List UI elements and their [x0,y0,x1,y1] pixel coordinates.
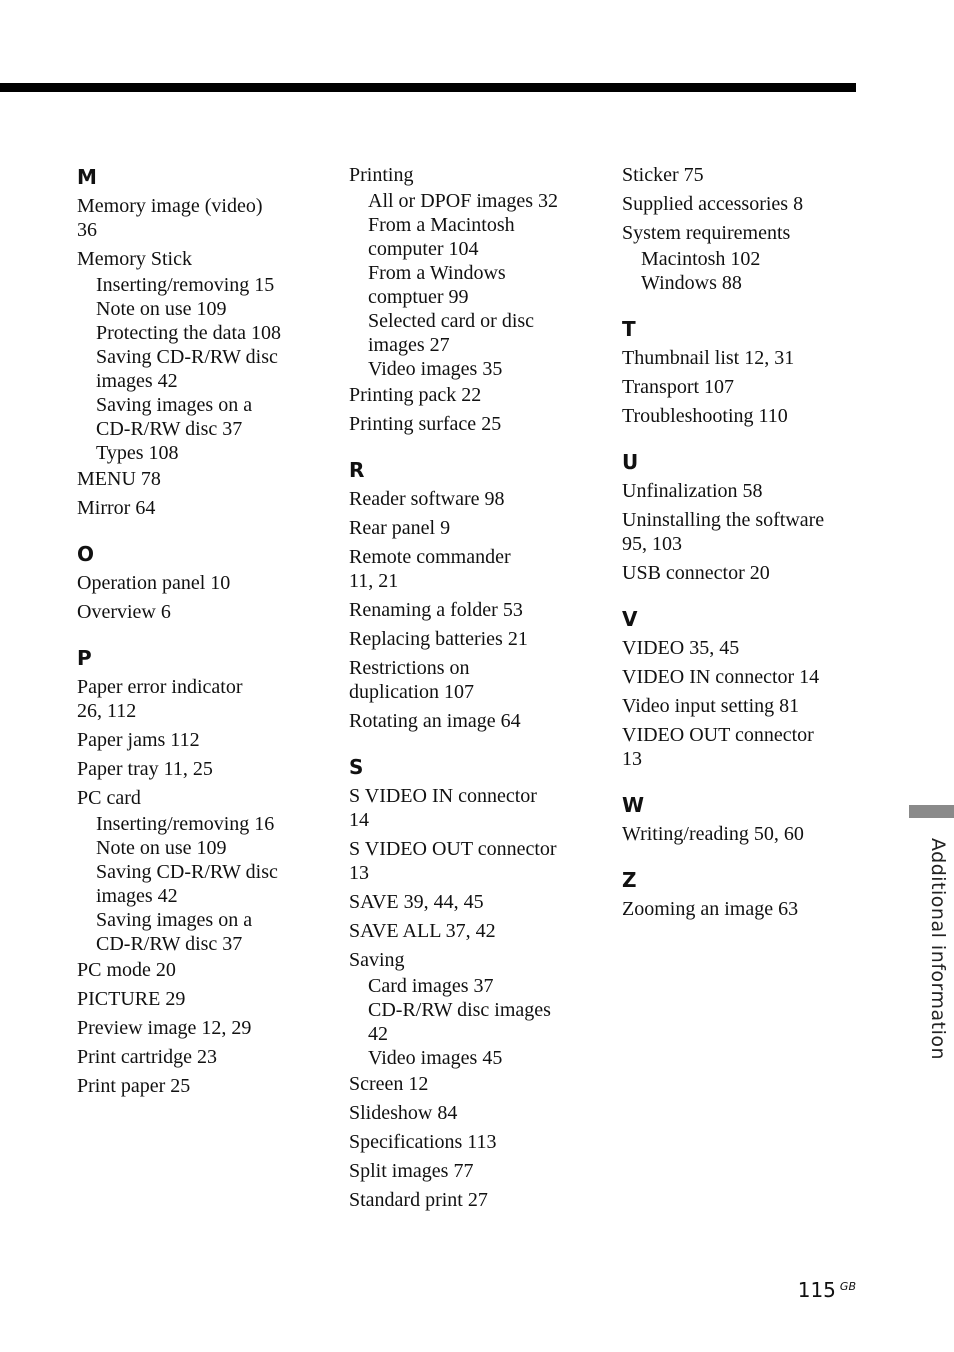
index-entry: Saving [349,949,405,971]
index-entry: Printing [349,164,414,186]
index-entry: Standard print 27 [349,1189,488,1211]
index-entry: Paper tray 11, 25 [77,758,213,780]
index-letter-s: S [349,755,364,779]
index-entry: Printing pack 22 [349,384,482,406]
index-entry: Uninstalling the software 95, 103 [622,509,825,555]
index-entry: Restrictions on duplication 107 [349,657,474,703]
page-language-suffix: GB [839,1280,856,1293]
index-entry: Troubleshooting 110 [622,405,788,427]
index-entry: MENU 78 [77,468,161,490]
section-title: Additional information [927,838,949,1061]
index-entry: Memory Stick [77,248,192,270]
index-entry: Operation panel 10 [77,572,231,594]
index-subentry: Types 108 [96,442,179,464]
index-column-2 [349,160,594,1217]
index-subentry: Protecting the data 108 [96,322,281,344]
index-entry: Paper error indicator 26, 112 [77,676,243,722]
index-subentry: Saving CD-R/RW disc images 42 [96,346,278,392]
index-entry: Slideshow 84 [349,1102,458,1124]
index-letter-u: U [622,450,639,474]
index-entry: SAVE ALL 37, 42 [349,920,496,942]
index-letter-m: M [77,165,97,189]
index-entry: PICTURE 29 [77,988,186,1010]
index-entry: Preview image 12, 29 [77,1017,252,1039]
index-entry: Transport 107 [622,376,735,398]
index-letter-t: T [622,317,636,341]
index-entry: VIDEO OUT connector 13 [622,724,814,770]
index-subentries [96,812,322,956]
index-entry: USB connector 20 [622,562,770,584]
index-subentry: Inserting/removing 16 [96,813,275,835]
index-column-3 [622,160,862,926]
index-subentry: Inserting/removing 15 [96,274,275,296]
index-subentry: From a Windows comptuer 99 [368,262,506,308]
index-entry: Unfinalization 58 [622,480,763,502]
index-subentry: Video images 45 [368,1047,503,1069]
index-subentry: All or DPOF images 32 [368,190,558,212]
index-subentries [368,974,594,1070]
index-entry: Supplied accessories 8 [622,193,804,215]
index-subentry: Card images 37 [368,975,494,997]
index-entry: Rotating an image 64 [349,710,521,732]
index-entry: Screen 12 [349,1073,429,1095]
index-entry: Print paper 25 [77,1075,191,1097]
index-entry: PC mode 20 [77,959,176,981]
index-entry: Sticker 75 [622,164,704,186]
index-letter-o: O [77,542,95,566]
index-entry: PC card [77,787,141,809]
index-subentry: Selected card or disc images 27 [368,310,535,356]
index-subentries [96,273,322,465]
index-entry: Remote commander 11, 21 [349,546,511,592]
top-rule [0,83,856,92]
index-subentry: Saving images on a CD-R/RW disc 37 [96,394,253,440]
index-entry: Specifications 113 [349,1131,497,1153]
index-subentries [641,247,862,295]
section-tab-marker [909,805,954,818]
index-entry: Replacing batteries 21 [349,628,528,650]
index-subentries [368,189,594,381]
index-entry: Renaming a folder 53 [349,599,523,621]
index-subentry: Note on use 109 [96,298,227,320]
index-subentry: Note on use 109 [96,837,227,859]
index-entry: Writing/reading 50, 60 [622,823,804,845]
index-entry: Video input setting 81 [622,695,800,717]
index-subentry: Video images 35 [368,358,503,380]
index-entry: Split images 77 [349,1160,474,1182]
index-subentry: CD-R/RW disc images 42 [368,999,551,1045]
index-entry: SAVE 39, 44, 45 [349,891,484,913]
index-subentry: Windows 88 [641,272,742,294]
index-column-1 [77,160,322,1103]
index-entry: Thumbnail list 12, 31 [622,347,795,369]
index-entry: Printing surface 25 [349,413,502,435]
index-letter-v: V [622,607,638,631]
index-letter-z: Z [622,868,637,892]
index-entry: VIDEO IN connector 14 [622,666,820,688]
index-letter-r: R [349,458,365,482]
index-subentry: Saving images on a CD-R/RW disc 37 [96,909,253,955]
index-letter-w: W [622,793,645,817]
index-subentry: Macintosh 102 [641,248,761,270]
index-entry: Rear panel 9 [349,517,451,539]
index-entry: VIDEO 35, 45 [622,637,740,659]
index-entry: Overview 6 [77,601,171,623]
index-entry: Zooming an image 63 [622,898,799,920]
index-entry: Paper jams 112 [77,729,200,751]
index-entry: System requirements [622,222,791,244]
index-letter-p: P [77,646,92,670]
index-entry: Reader software 98 [349,488,505,510]
index-entry: S VIDEO IN connector 14 [349,785,537,831]
index-subentry: Saving CD-R/RW disc images 42 [96,861,278,907]
index-entry: S VIDEO OUT connector 13 [349,838,557,884]
index-subentry: From a Macintosh computer 104 [368,214,515,260]
page-number [798,1278,856,1302]
index-entry: Mirror 64 [77,497,156,519]
page-number-value: 115 [797,1278,836,1302]
index-entry: Print cartridge 23 [77,1046,217,1068]
index-entry: Memory image (video) 36 [77,195,263,241]
